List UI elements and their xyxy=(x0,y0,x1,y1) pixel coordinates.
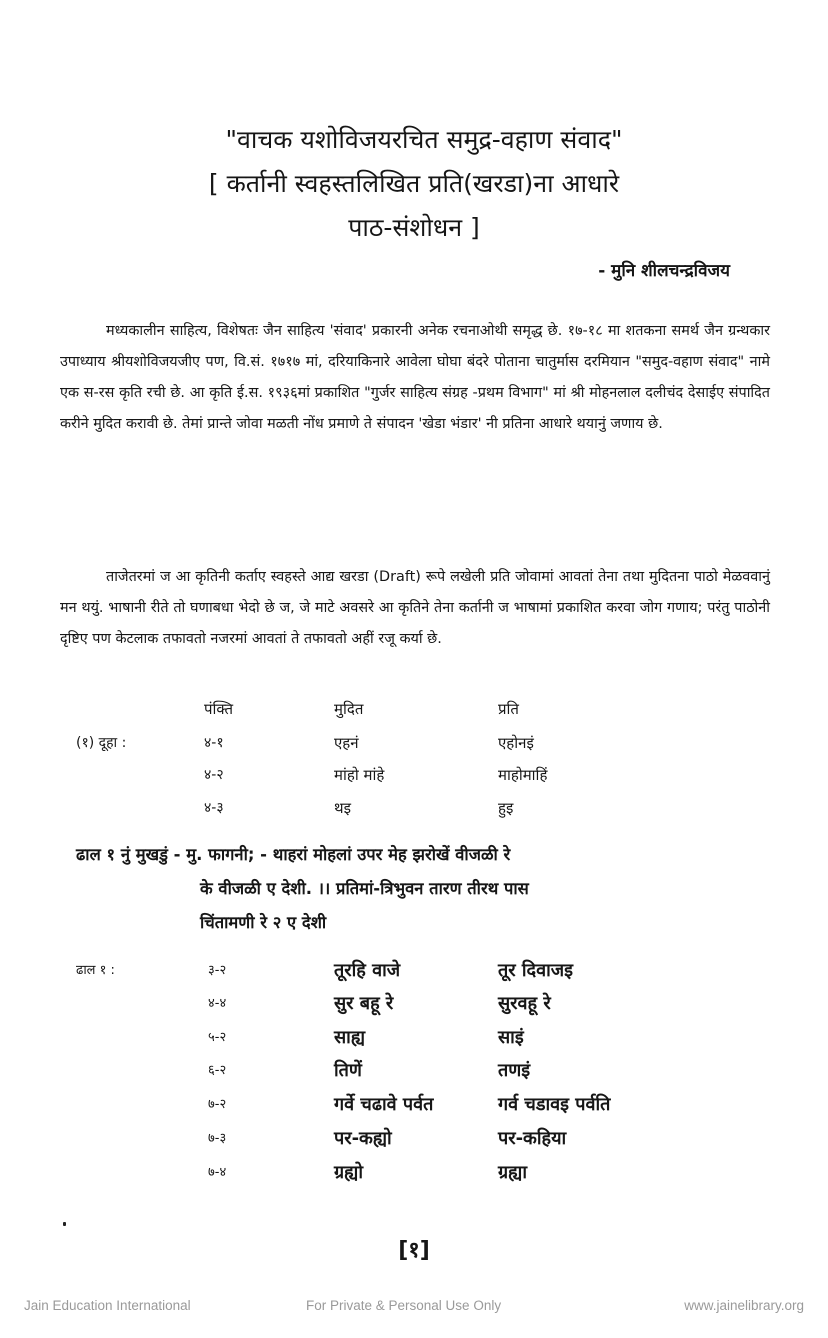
row-prati: तूर दिवाजइ xyxy=(498,960,573,981)
header-line: पंक्ति xyxy=(204,700,233,718)
table-row xyxy=(0,760,828,790)
scan-speck xyxy=(63,1222,66,1226)
row-line: ७-४ xyxy=(208,1165,227,1180)
row-prati: साइं xyxy=(498,1027,524,1048)
footer-publisher: Jain Education International xyxy=(24,1298,191,1313)
section-label-dhal: ढाल १ : xyxy=(76,963,115,978)
paragraph-draft: ताजेतरमां ज आ कृतिनी कर्ताए स्वहस्ते आद्य खरडा (Draft) रूपे लखेली प्रति जोवामां आवतां तेना तथा मुदितना पाठो मेळववानुं मन थयुं. भाषानी रीते तो घणाबधा भेदो छे ज, जे माटे अवसरे आ कृतिने तेना कर्तानी ज भाषामां प्रकाशित करवा जोग गणाय; परंतु पाठोनी दृष्टिए पण केटलाक तफावतो नजरमां आवतां ते तफावतो अहीं रजू कर्या छे. xyxy=(60,569,770,647)
row-line: ४-३ xyxy=(204,800,224,816)
dhal-note xyxy=(76,838,736,940)
footer-website-link[interactable]: www.jainelibrary.org xyxy=(684,1298,804,1313)
header-mudit: मुदित xyxy=(334,700,364,718)
row-mudit: तूरहि वाजे xyxy=(334,960,401,981)
table-row xyxy=(0,1090,828,1120)
row-line: ४-४ xyxy=(208,996,227,1011)
row-mudit: तिणें xyxy=(334,1060,362,1081)
table-row xyxy=(0,1023,828,1053)
author-byline: - मुनि शीलचन्द्रविजय xyxy=(598,261,730,281)
note-line-3: चिंतामणी रे २ ए देशी xyxy=(200,913,327,932)
paragraph-intro: मध्यकालीन साहित्य, विशेषतः जैन साहित्य 'संवाद' प्रकारनी अनेक रचनाओथी समृद्ध छे. १७-१८ मा शतकना समर्थ जैन ग्रन्थकार उपाध्याय श्रीयशोविजयजीए पण, वि.सं. १७१७ मां, दरियाकिनारे आवेला घोघा बंदरे पोताना चातुर्मास दरमियान "समुद-वहाण संवाद" नामे एक स-रस कृति रची छे. आ कृति ई.स. १९३६मां प्रकाशित "गुर्जर साहित्य संग्रह -प्रथम विभाग" मां श्री मोहनलाल दलीचंद देसाईए संपादित करीने मुदित करावी छे. तेमां प्रान्ते जोवा मळती नोंध प्रमाणे ते संपादन 'खेडा भंडार' नी प्रतिना आधारे थयानुं जणाय छे. xyxy=(60,323,770,432)
row-line: ४-१ xyxy=(204,735,224,751)
row-line: ७-२ xyxy=(208,1097,227,1112)
table-row xyxy=(0,793,828,823)
row-mudit: सुर बहू रे xyxy=(334,993,394,1014)
header-prati: प्रति xyxy=(498,700,519,718)
title-line-1: "वाचक यशोविजयरचित समुद्र-वहाण संवाद" xyxy=(225,125,623,154)
note-line-2: के वीजळी ए देशी. ।। प्रतिमां-त्रिभुवन तारण तीरथ पास xyxy=(200,879,529,898)
table-row xyxy=(0,956,828,986)
table-row xyxy=(0,1056,828,1086)
title-line-3: पाठ-संशोधन ] xyxy=(348,213,480,242)
row-prati: माहोमाहिं xyxy=(498,766,548,784)
row-prati: सुरवहू रे xyxy=(498,993,551,1014)
footer-usage-note: For Private & Personal Use Only xyxy=(306,1298,502,1313)
section-label-duha: (१) दूहा : xyxy=(76,735,127,751)
row-line: ५-२ xyxy=(208,1030,227,1045)
row-mudit: साह्य xyxy=(334,1027,365,1048)
row-prati: गर्व चडावइ पर्वति xyxy=(498,1094,611,1115)
page-number: [१] xyxy=(398,1238,430,1263)
note-line-1: ढाल १ नुं मुखडुं - मु. फागनी; - थाहरां मोहलां उपर मेह झरोखें वीजळी रे xyxy=(76,845,511,864)
table-row xyxy=(0,989,828,1019)
row-line: ४-२ xyxy=(204,767,224,783)
table-row xyxy=(0,728,828,758)
row-mudit: ग्रह्यो xyxy=(334,1162,363,1183)
table-header-row xyxy=(0,694,828,724)
row-mudit: मांहो मांहे xyxy=(334,766,385,784)
row-prati: एहोनइं xyxy=(498,734,534,752)
row-mudit: थइ xyxy=(334,799,351,817)
row-mudit: पर-कह्यो xyxy=(334,1128,392,1149)
table-row xyxy=(0,1124,828,1154)
row-line: ७-३ xyxy=(208,1131,227,1146)
row-prati: तणइं xyxy=(498,1060,531,1081)
row-mudit: एहनं xyxy=(334,734,359,752)
row-mudit: गर्वे चढावे पर्वत xyxy=(334,1094,434,1115)
title-line-2: [ कर्तानी स्वहस्तलिखित प्रति(खरडा)ना आधारे xyxy=(208,169,620,198)
row-line: ६-२ xyxy=(208,1063,227,1078)
row-prati: ग्रह्या xyxy=(498,1162,527,1183)
row-prati: हुइ xyxy=(498,799,514,817)
row-line: ३-२ xyxy=(208,963,227,978)
table-row xyxy=(0,1158,828,1188)
row-prati: पर-कहिया xyxy=(498,1128,567,1149)
